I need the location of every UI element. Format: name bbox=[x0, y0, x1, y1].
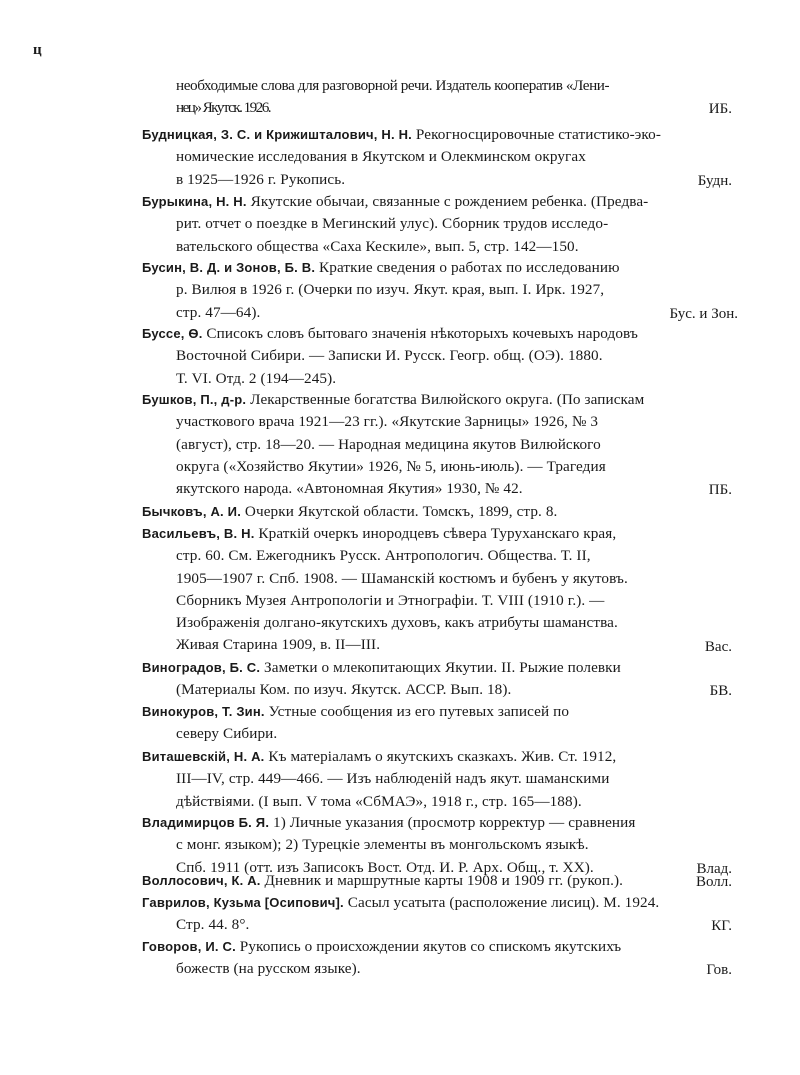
entry-text: Живая Старина 1909, в. II—III. bbox=[176, 636, 381, 654]
entry-line bbox=[142, 834, 662, 856]
entry-author: Бушков, П., д-р. bbox=[142, 392, 247, 407]
entry-text: Сасыл усатыта (расположение лисиц). М. 1924. bbox=[343, 894, 660, 911]
entry-line bbox=[142, 146, 662, 168]
entry-line bbox=[142, 456, 662, 478]
entry-text: Стр. 44. 8°. bbox=[176, 916, 250, 934]
entry-text: Къ матеріаламъ о якутскихъ сказкахъ. Жив. Ст. 1912, bbox=[264, 748, 617, 765]
entry-author: Буссе, Ѳ. bbox=[142, 326, 203, 341]
entry-text: р. Вилюя в 1926 г. (Очерки по изуч. Якут. края, вып. I. Ирк. 1927, bbox=[176, 281, 605, 299]
entry-line bbox=[142, 590, 662, 612]
bibliography-entry bbox=[142, 812, 662, 879]
entry-line bbox=[142, 523, 662, 545]
entry-line bbox=[142, 478, 662, 500]
entry-line bbox=[142, 323, 662, 345]
entry-text: Краткие сведения о работах по исследованию bbox=[315, 259, 620, 276]
entry-author: Бурыкина, Н. Н. bbox=[142, 194, 247, 209]
bibliography-entry bbox=[142, 124, 662, 191]
entry-author: Винокуров, Т. Зин. bbox=[142, 704, 265, 719]
entry-text: Лекарственные богатства Вилюйского округа. (По запискам bbox=[246, 391, 645, 408]
entry-text: Устные сообщения из его путевых записей по bbox=[264, 703, 570, 720]
entry-author: Говоров, И. С. bbox=[142, 939, 236, 954]
entry-line bbox=[142, 568, 662, 590]
entry-text: 1905—1907 г. Спб. 1908. — Шаманскій костюмъ и бубенъ у якутовъ. bbox=[176, 569, 628, 587]
entry-line bbox=[142, 345, 662, 367]
entry-abbreviation: Влад. bbox=[696, 860, 732, 877]
entry-line bbox=[142, 634, 662, 656]
entry-abbreviation: ИБ. bbox=[708, 101, 732, 118]
entry-line bbox=[142, 768, 662, 790]
bibliography-entry bbox=[176, 75, 696, 120]
entry-text: якутского народа. «Автономная Якутия» 1930, № 42. bbox=[176, 480, 523, 498]
entry-text: стр. 60. См. Ежегодникъ Русск. Антропологич. Общества. Т. II, bbox=[176, 547, 591, 565]
page-signature-mark: ц bbox=[33, 42, 42, 58]
entry-author: Гаврилов, Кузьма [Осипович]. bbox=[142, 895, 344, 910]
entry-line bbox=[142, 746, 662, 768]
bibliography-entry bbox=[142, 389, 662, 500]
entry-abbreviation: Бус. и Зон. bbox=[669, 305, 738, 322]
entry-line bbox=[142, 213, 662, 235]
entry-abbreviation: ПБ. bbox=[708, 482, 732, 499]
entry-text: необходимые слова для разговорной речи. Издатель кооператив «Лени- bbox=[176, 77, 610, 94]
bibliography-entry bbox=[142, 892, 662, 937]
bibliography-entry bbox=[142, 523, 662, 657]
entry-line bbox=[142, 302, 662, 324]
entry-line bbox=[142, 389, 662, 411]
entry-text: округа («Хозяйство Якутии» 1926, № 5, июнь-июль). — Трагедия bbox=[176, 457, 606, 475]
entry-text: Списокъ словъ бытоваго значенія нѣкоторыхъ кочевыхъ народовъ bbox=[202, 325, 638, 342]
entry-author: Воллосович, К. А. bbox=[142, 873, 261, 888]
entry-line bbox=[142, 958, 662, 980]
entry-text: III—IV, стр. 449—466. — Изъ наблюденій надъ якут. шаманскими bbox=[176, 770, 610, 788]
entry-text: Сборникъ Музея Антропологіи и Этнографіи. Т. VIII (1910 г.). — bbox=[176, 591, 605, 609]
entry-abbreviation: Вас. bbox=[704, 638, 732, 655]
entry-line bbox=[176, 97, 696, 119]
entry-author: Будницкая, З. С. и Крижишталович, Н. Н. bbox=[142, 127, 412, 142]
entry-line bbox=[176, 75, 696, 97]
entry-text: нец» Якутск. 1926. bbox=[176, 99, 270, 117]
entry-line bbox=[142, 679, 662, 701]
entry-text: Т. VI. Отд. 2 (194—245). bbox=[176, 369, 337, 387]
entry-line bbox=[142, 612, 662, 634]
entry-line bbox=[142, 545, 662, 567]
entry-line bbox=[142, 191, 662, 213]
entry-line bbox=[142, 892, 662, 914]
bibliography-entry bbox=[142, 657, 662, 702]
bibliography-entry bbox=[142, 870, 662, 892]
entry-abbreviation: БВ. bbox=[709, 683, 732, 700]
entry-text: Рукопись о происхождении якутов со спискомъ якутскихъ bbox=[235, 938, 622, 955]
entry-line bbox=[142, 791, 662, 813]
entry-text: рит. отчет о поездке в Мегинский улус). Сборник трудов исследо- bbox=[176, 215, 609, 233]
entry-text: Рекогносцировочные статистико-эко- bbox=[412, 126, 661, 143]
entry-abbreviation: Волл. bbox=[695, 874, 732, 890]
entry-text: Якутские обычаи, связанные с рождением ребенка. (Предва- bbox=[246, 193, 649, 210]
entry-author: Васильевъ, В. Н. bbox=[142, 526, 255, 541]
entry-text: Спб. 1911 (отт. изъ Записокъ Вост. Отд. И. Р. Арх. Общ., т. XX). bbox=[176, 858, 594, 876]
entry-abbreviation: Будн. bbox=[697, 172, 732, 189]
entry-text: с монг. языком); 2) Турецкіе элементы въ монгольскомъ языкѣ. bbox=[176, 836, 589, 854]
entry-text: 1) Личные указания (просмотр корректур — сравнения bbox=[269, 814, 636, 831]
bibliography-entry bbox=[142, 701, 662, 746]
bibliography-entry bbox=[142, 323, 662, 390]
entry-author: Виноградов, Б. С. bbox=[142, 660, 261, 675]
entry-line bbox=[142, 236, 662, 258]
entry-line bbox=[142, 279, 662, 301]
bibliography-entry bbox=[142, 191, 662, 258]
entry-author: Виташевскій, Н. А. bbox=[142, 749, 265, 764]
entry-abbreviation: Гов. bbox=[706, 962, 732, 979]
entry-text: участкового врача 1921—23 гг.). «Якутские Зарницы» 1926, № 3 bbox=[176, 413, 599, 431]
entry-text: в 1925—1926 г. Рукопись. bbox=[176, 170, 346, 188]
entry-text: северу Сибири. bbox=[176, 725, 278, 743]
entry-line bbox=[142, 368, 662, 390]
entry-line bbox=[142, 914, 662, 936]
bibliography-entry bbox=[142, 257, 662, 324]
entry-text: божеств (на русском языке). bbox=[176, 960, 361, 978]
entry-text: вательского общества «Саха Кескиле», вып. 5, стр. 142—150. bbox=[176, 237, 579, 255]
entry-line bbox=[142, 411, 662, 433]
entry-text: Заметки о млекопитающих Якутии. II. Рыжие полевки bbox=[260, 659, 621, 676]
entry-line bbox=[142, 723, 662, 745]
entry-line bbox=[142, 870, 662, 892]
entry-text: (Материалы Ком. по изуч. Якутск. АССР. Вып. 18). bbox=[176, 681, 512, 699]
entry-line bbox=[142, 257, 662, 279]
entry-author: Бычковъ, А. И. bbox=[142, 504, 242, 519]
entry-line bbox=[142, 124, 662, 146]
entry-line bbox=[142, 701, 662, 723]
entry-line bbox=[142, 434, 662, 456]
entry-text: Восточной Сибири. — Записки И. Русск. Геогр. общ. (ОЭ). 1880. bbox=[176, 347, 603, 365]
entry-text: (август), стр. 18—20. — Народная медицина якутов Вилюйского bbox=[176, 435, 601, 453]
bibliography-entry bbox=[142, 746, 662, 813]
entry-text: Краткій очеркъ инородцевъ сѣвера Туруханскаго края, bbox=[254, 525, 617, 542]
entry-line bbox=[142, 501, 662, 523]
entry-line bbox=[142, 657, 662, 679]
entry-text: Изображенія долгано-якутскихъ духовъ, какъ атрибуты шаманства. bbox=[176, 614, 618, 632]
entry-line bbox=[142, 812, 662, 834]
entry-line bbox=[142, 169, 662, 191]
entry-abbreviation: КГ. bbox=[711, 918, 732, 935]
bibliography-entry bbox=[142, 936, 662, 981]
entry-text: дѣйствіями. (I вып. V тома «СбМАЭ», 1918 г., стр. 165—188). bbox=[176, 792, 582, 810]
entry-text: номические исследования в Якутском и Олекминском округах bbox=[176, 148, 586, 166]
entry-text: стр. 47—64). bbox=[176, 303, 261, 321]
bibliography-entry bbox=[142, 501, 662, 523]
entry-text: Дневник и маршрутные карты 1908 и 1909 гг. (рукоп.). bbox=[260, 872, 624, 889]
entry-author: Владимирцов Б. Я. bbox=[142, 815, 270, 830]
entry-line bbox=[142, 936, 662, 958]
entry-text: Очерки Якутской области. Томскъ, 1899, стр. 8. bbox=[241, 503, 558, 520]
entry-author: Бусин, В. Д. и Зонов, Б. В. bbox=[142, 260, 316, 275]
